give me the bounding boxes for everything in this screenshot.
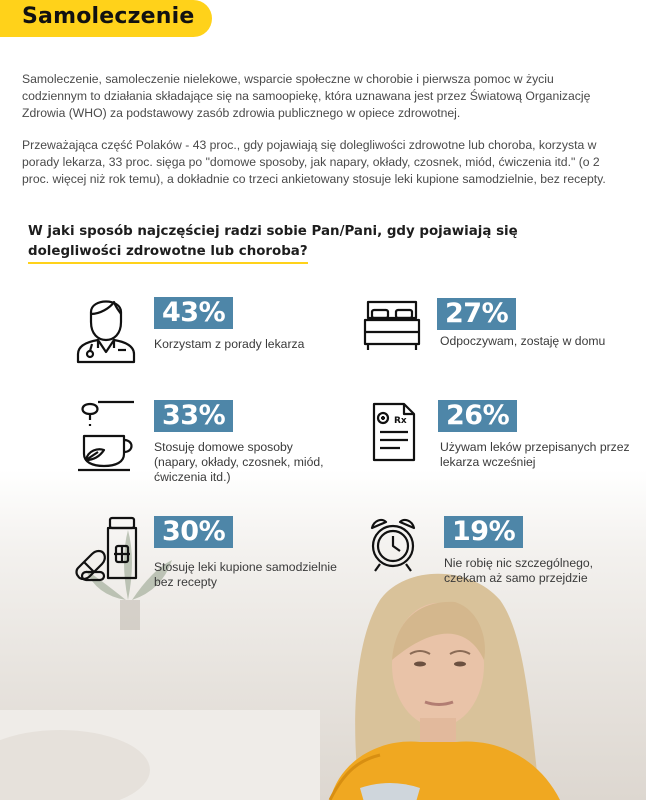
medicine-bottle-icon xyxy=(74,516,140,582)
prescription-icon xyxy=(372,400,416,462)
survey-question xyxy=(28,222,588,264)
intro-paragraph-1: Samoleczenie, samoleczenie nielekowe, wsparcie społeczne w chorobie i pierwsza pomoc w życiu codziennym to działania składające się na samoopiekę, która uznawana jest przez Światową Organizację Zdrowia (WHO) za podstawowy zasób zdrowia publicznego w opiece zdrowotnej. xyxy=(22,72,591,120)
stat-percent: 27% xyxy=(437,298,516,330)
bed-icon xyxy=(362,298,422,354)
question-line-1: W jaki sposób najczęściej radzi sobie Pan/Pani, gdy pojawiają się xyxy=(28,224,518,239)
stat-do-nothing xyxy=(368,516,638,596)
question-line-2: dolegliwości zdrowotne lub choroba? xyxy=(28,242,308,264)
stat-percent: 33% xyxy=(154,400,233,432)
page-title: Samoleczenie xyxy=(22,4,195,29)
stat-percent: 26% xyxy=(438,400,517,432)
title-banner xyxy=(0,0,212,37)
stat-label: Używam leków przepisanych przez lekarza wcześniej xyxy=(440,440,630,469)
stat-percent: 19% xyxy=(444,516,523,548)
stat-label: Stosuję domowe sposoby (napary, okłady, czosnek, miód, ćwiczenia itd.) xyxy=(154,440,324,484)
intro-paragraph-2: Przeważająca część Polaków - 43 proc., gdy pojawiają się dolegliwości zdrowotne lub choroba, korzysta w porady lekarza, 33 proc. sięga po "domowe sposoby, jak napary, okłady, czosnek, miód, ćwiczenia itd." (o 2 proc. więcej niż rok temu), a dokładnie co trzeci ankietowany stosuje leki kupione samodzielnie, bez recepty. xyxy=(22,138,606,186)
tea-honey-icon xyxy=(76,400,136,474)
stat-label: Nie robię nic szczególnego, czekam aż samo przejdzie xyxy=(444,556,594,585)
stat-doctor xyxy=(76,292,336,372)
svg-text:Rx: Rx xyxy=(394,416,407,426)
stat-label: Korzystam z porady lekarza xyxy=(154,337,305,351)
stat-label: Stosuję leki kupione samodzielnie bez recepty xyxy=(154,560,337,589)
stat-prescription xyxy=(372,400,632,470)
stat-percent: 43% xyxy=(154,297,233,329)
stat-percent: 30% xyxy=(154,516,233,548)
stat-otc-medicine xyxy=(74,516,344,596)
stat-home-remedies xyxy=(76,400,336,490)
stat-label: Odpoczywam, zostaję w domu xyxy=(440,334,606,348)
stat-bed xyxy=(362,298,632,368)
doctor-icon xyxy=(76,292,136,364)
alarm-clock-icon xyxy=(368,516,418,574)
